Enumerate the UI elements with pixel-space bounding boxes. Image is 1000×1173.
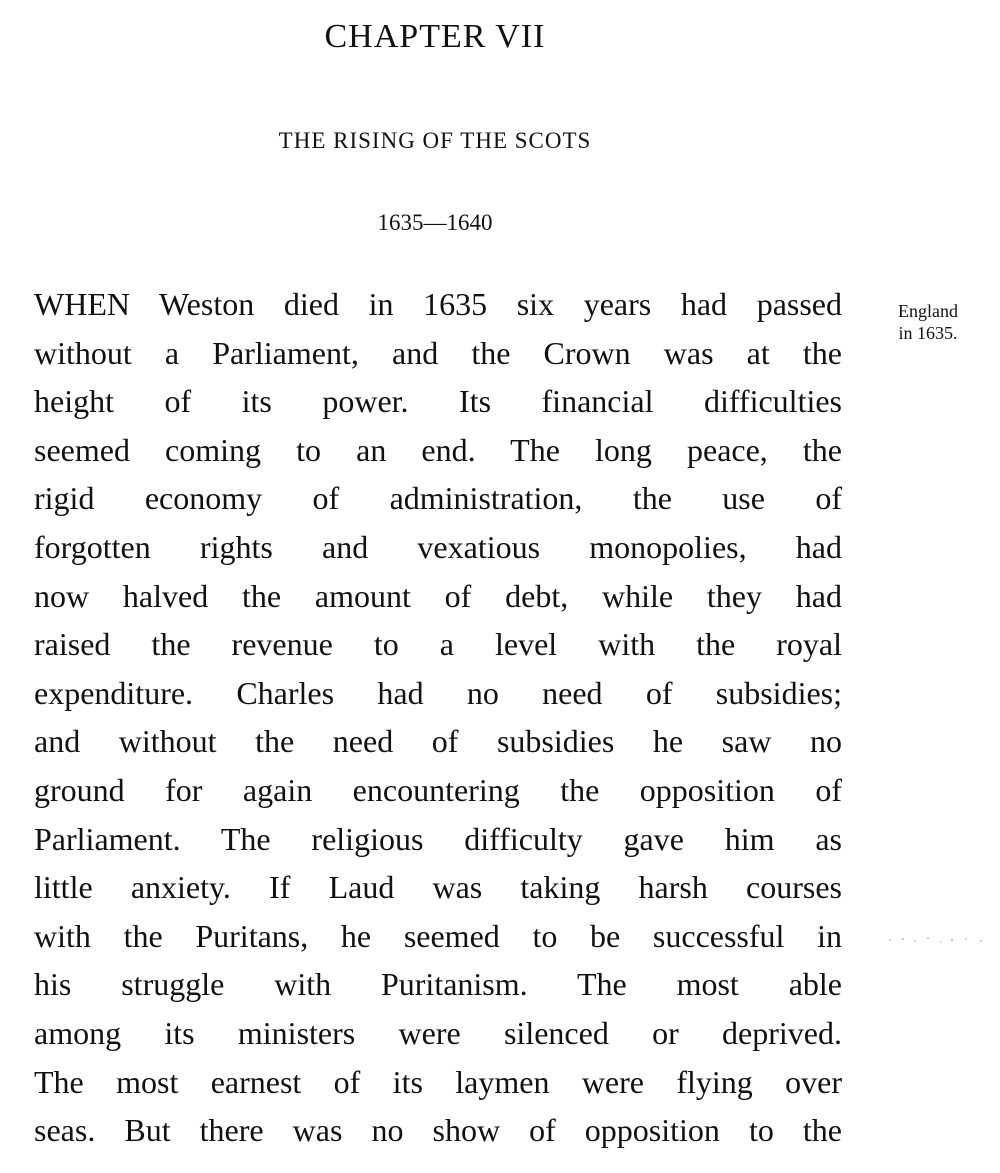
body-line: Parliament. The religious difficulty gave him as [34, 820, 842, 857]
body-line: seas. But there was no show of opposition to the [34, 1112, 842, 1149]
body-line: raised the revenue to a level with the royal [34, 626, 842, 663]
margin-note-line-2: in 1635. [898, 323, 958, 343]
body-line: rigid economy of administration, the use of [34, 480, 842, 517]
body-line: little anxiety. If Laud was taking harsh courses [34, 869, 842, 906]
body-line: and without the need of subsidies he saw no [34, 723, 842, 760]
body-line: height of its power. Its financial difficulties [34, 383, 842, 420]
body-line: ground for again encountering the opposition of [34, 771, 842, 808]
chapter-title: CHAPTER VII [324, 18, 546, 55]
body-line: now halved the amount of debt, while they had [34, 577, 842, 614]
body-line: with the Puritans, he seemed to be successful in [34, 917, 842, 954]
body-line: his struggle with Puritanism. The most able [34, 966, 842, 1003]
body-text [34, 280, 842, 1155]
scan-speckle-decoration [878, 930, 998, 950]
chapter-date-range: 1635—1640 [377, 210, 493, 235]
body-line: WHEN Weston died in 1635 six years had passed [34, 286, 842, 322]
margin-note-line-1: England [898, 301, 958, 321]
chapter-subtitle: THE RISING OF THE SCOTS [278, 128, 592, 153]
margin-note [878, 300, 978, 344]
body-line: among its ministers were silenced or deprived. [34, 1014, 842, 1051]
body-line: without a Parliament, and the Crown was at the [34, 334, 842, 371]
body-line: forgotten rights and vexatious monopolies, had [34, 528, 842, 565]
body-line: expenditure. Charles had no need of subsidies; [34, 674, 842, 711]
body-line: seemed coming to an end. The long peace, the [34, 431, 842, 468]
body-line: The most earnest of its laymen were flying over [34, 1063, 842, 1100]
